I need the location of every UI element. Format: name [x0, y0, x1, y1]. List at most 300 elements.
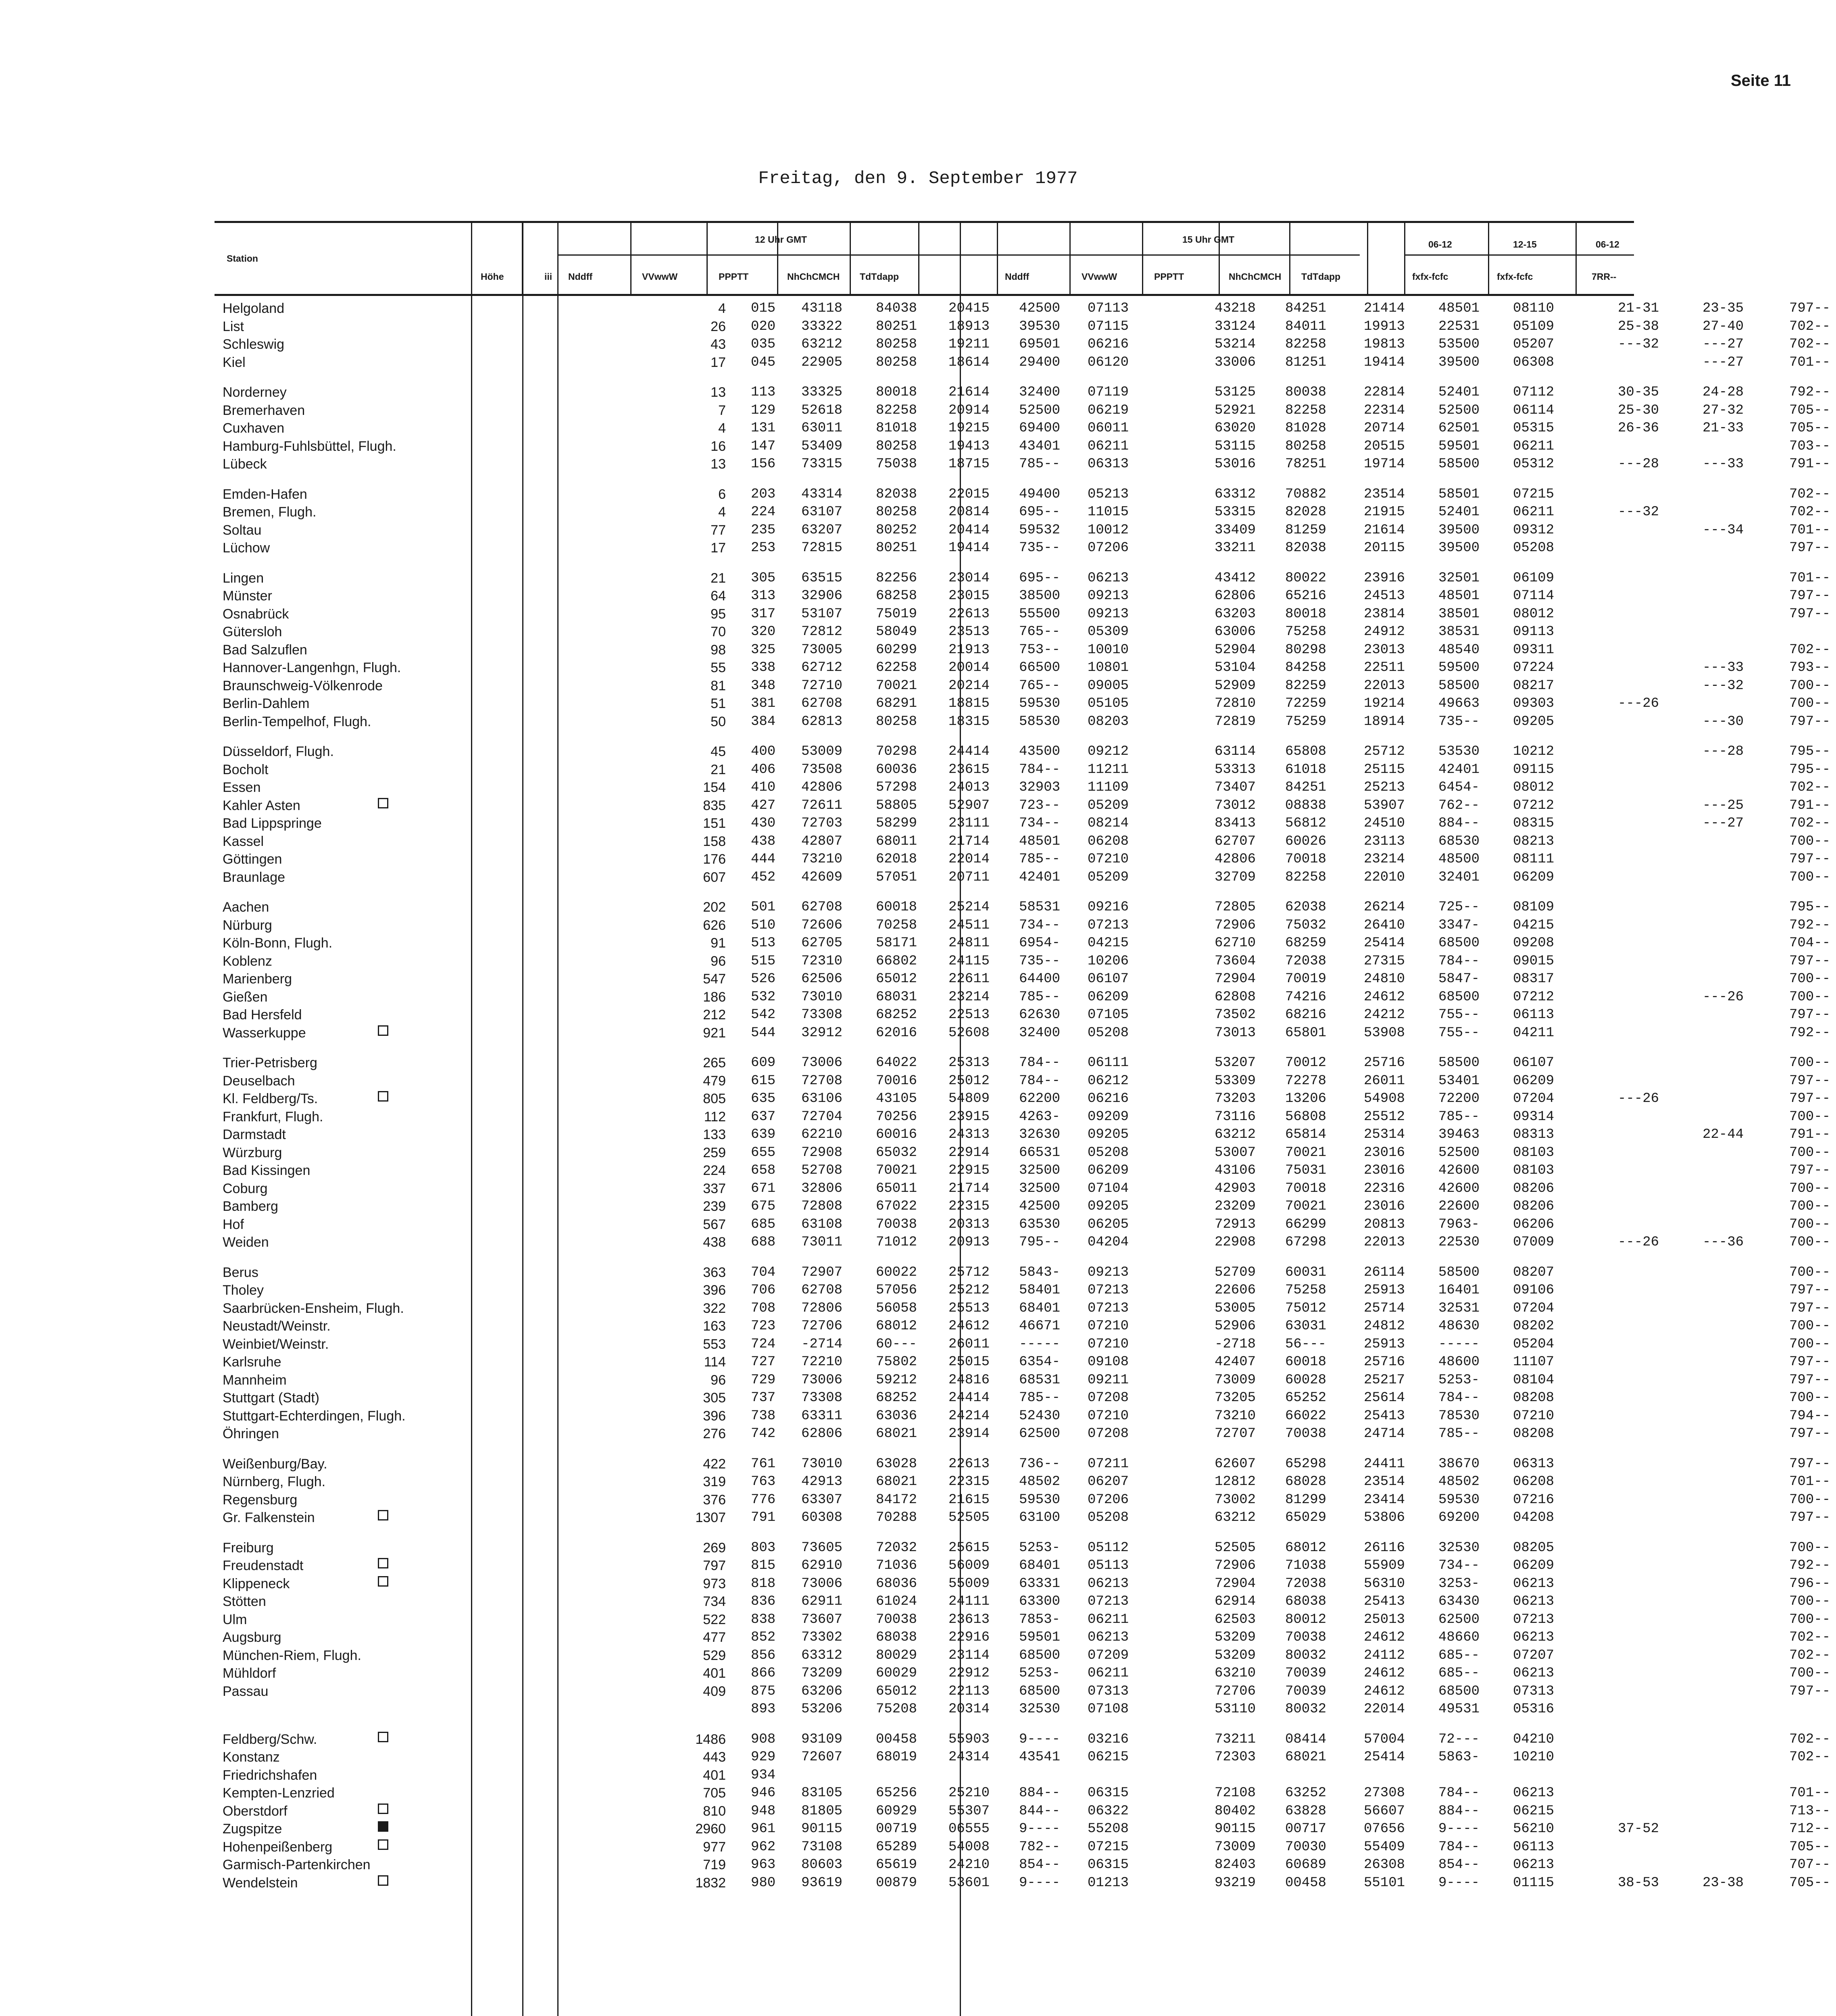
station-name: [223, 385, 674, 400]
table-row: [215, 796, 1831, 814]
station-name: [223, 588, 674, 604]
obs-15-value: 72906: [1215, 1558, 1256, 1573]
obs-12-value: 72706: [801, 1318, 843, 1334]
obs-12-value: 53409: [801, 438, 843, 454]
obs-15-value: 05208: [1513, 540, 1555, 556]
station-height: 95: [711, 606, 726, 622]
extra-value: 792--: [1789, 1025, 1831, 1041]
obs-15-value: 63312: [1215, 486, 1256, 502]
station-name-text: Lingen: [223, 570, 264, 586]
obs-15-value: 08205: [1513, 1540, 1555, 1556]
obs-15-value: 48501: [1438, 301, 1480, 316]
obs-15-value: 05316: [1513, 1702, 1555, 1717]
obs-12-value: 06209: [1088, 989, 1129, 1005]
obs-12-value: 48501: [1019, 833, 1061, 849]
obs-12-value: 43500: [1019, 744, 1061, 759]
station-iii: 513: [751, 935, 776, 951]
table-row: [215, 485, 1831, 503]
obs-12-value: 59212: [876, 1372, 917, 1388]
obs-15-value: 52709: [1215, 1264, 1256, 1280]
obs-12-value: 73605: [801, 1540, 843, 1556]
station-height: 4: [718, 301, 726, 316]
obs-15-value: 25314: [1364, 1127, 1405, 1142]
obs-15-value: 72707: [1215, 1426, 1256, 1441]
extra-value: 791--: [1789, 456, 1831, 472]
extra-value: 797--: [1789, 1091, 1831, 1106]
station-name-text: Bad Kissingen: [223, 1163, 311, 1178]
obs-12-value: 05113: [1088, 1558, 1129, 1573]
header-15-ppptt: PPPTT: [1154, 271, 1184, 282]
obs-15-value: 53908: [1364, 1025, 1405, 1041]
obs-15-value: 9----: [1438, 1875, 1480, 1891]
station-iii: 400: [751, 744, 776, 759]
obs-15-value: 53207: [1215, 1055, 1256, 1070]
extra-value: ---36: [1703, 1235, 1744, 1250]
obs-15-value: 24912: [1364, 624, 1405, 639]
obs-15-value: 48501: [1438, 588, 1480, 604]
station-height: 719: [703, 1857, 726, 1872]
station-height: 98: [711, 642, 726, 658]
obs-15-value: 22531: [1438, 319, 1480, 334]
obs-15-value: 23916: [1364, 570, 1405, 586]
obs-15-value: 53907: [1364, 798, 1405, 813]
table-row: [215, 1539, 1831, 1557]
obs-12-value: 06011: [1088, 421, 1129, 436]
obs-12-value: 64400: [1019, 971, 1061, 987]
obs-12-value: 72310: [801, 953, 843, 969]
extra-value: 38-53: [1618, 1875, 1659, 1891]
obs-12-value: 58401: [1019, 1283, 1061, 1298]
obs-15-value: 58500: [1438, 456, 1480, 472]
obs-15-value: 06206: [1513, 1216, 1555, 1232]
obs-15-value: 38501: [1438, 606, 1480, 622]
station-name: [223, 1372, 674, 1388]
obs-12-value: 22912: [948, 1666, 990, 1681]
station-iii: 637: [751, 1109, 776, 1125]
obs-15-value: 70019: [1285, 971, 1327, 987]
station-height: 163: [703, 1318, 726, 1334]
obs-15-value: 62607: [1215, 1456, 1256, 1472]
header-iii: iii: [544, 271, 552, 282]
obs-12-value: 84172: [876, 1492, 917, 1508]
obs-12-value: 53009: [801, 744, 843, 759]
station-iii: 253: [751, 540, 776, 556]
station-iii: 515: [751, 953, 776, 969]
obs-12-value: 43314: [801, 486, 843, 502]
table-row: [215, 1353, 1831, 1371]
station-name: [223, 870, 674, 885]
obs-12-value: 65289: [876, 1839, 917, 1855]
station-height: 810: [703, 1803, 726, 1819]
extra-value: 24-28: [1703, 385, 1744, 400]
obs-15-value: -2718: [1215, 1336, 1256, 1352]
obs-15-value: 71038: [1285, 1558, 1327, 1573]
obs-12-value: 70288: [876, 1510, 917, 1525]
station-iii: 113: [751, 385, 776, 400]
obs-12-value: 65011: [876, 1181, 917, 1196]
station-name: [223, 1073, 674, 1089]
obs-12-value: 08214: [1088, 816, 1129, 831]
obs-12-value: 00879: [876, 1875, 917, 1891]
obs-12-value: 20414: [948, 522, 990, 538]
extra-value: 30-35: [1618, 385, 1659, 400]
obs-12-value: 63300: [1019, 1594, 1061, 1609]
obs-15-value: 23414: [1364, 1492, 1405, 1508]
extra-value: 713--: [1789, 1803, 1831, 1819]
obs-15-value: 93219: [1215, 1875, 1256, 1891]
header-extra-3: 06-12: [1596, 239, 1619, 250]
obs-15-value: 72---: [1438, 1731, 1480, 1747]
obs-15-value: 32501: [1438, 570, 1480, 586]
obs-15-value: 53401: [1438, 1073, 1480, 1089]
obs-15-value: 60689: [1285, 1857, 1327, 1872]
obs-15-value: 24810: [1364, 971, 1405, 987]
table-row: [215, 317, 1831, 335]
obs-12-value: 70256: [876, 1109, 917, 1125]
extra-value: 23-35: [1703, 301, 1744, 316]
obs-15-value: 785--: [1438, 1109, 1480, 1125]
open-square-icon: [378, 1510, 388, 1520]
station-height: 239: [703, 1199, 726, 1214]
obs-15-value: 23016: [1364, 1199, 1405, 1214]
obs-12-value: 84038: [876, 301, 917, 316]
obs-12-value: 80603: [801, 1857, 843, 1872]
obs-15-value: 63020: [1215, 421, 1256, 436]
obs-12-value: 93619: [801, 1875, 843, 1891]
obs-15-value: 06113: [1513, 1839, 1555, 1855]
obs-15-value: 62503: [1215, 1612, 1256, 1627]
obs-12-value: 73006: [801, 1576, 843, 1591]
table-row: [215, 742, 1831, 760]
obs-15-value: 72805: [1215, 900, 1256, 915]
obs-15-value: 22010: [1364, 869, 1405, 885]
obs-15-value: 22314: [1364, 402, 1405, 418]
station-height: 96: [711, 1372, 726, 1388]
extra-value: ---25: [1703, 798, 1744, 813]
obs-15-value: 06213: [1513, 1785, 1555, 1801]
obs-15-value: 04208: [1513, 1510, 1555, 1525]
obs-12-value: 22611: [948, 971, 990, 987]
obs-12-value: 65619: [876, 1857, 917, 1872]
station-name-text: Lübeck: [223, 456, 267, 472]
obs-15-value: 53104: [1215, 660, 1256, 675]
obs-15-value: 63203: [1215, 606, 1256, 622]
obs-15-value: 65801: [1285, 1025, 1327, 1041]
obs-15-value: 06107: [1513, 1055, 1555, 1070]
obs-12-value: 68012: [876, 1318, 917, 1334]
station-iii: 156: [751, 456, 776, 472]
extra-value: 700--: [1789, 1336, 1831, 1352]
station-iii: 763: [751, 1474, 776, 1489]
station-iii: 452: [751, 869, 776, 885]
obs-12-value: 07313: [1088, 1683, 1129, 1699]
obs-15-value: 22014: [1364, 1702, 1405, 1717]
extra-value: ---28: [1618, 456, 1659, 472]
table-row: [215, 1766, 1634, 1784]
obs-12-value: 05112: [1088, 1540, 1129, 1556]
extra-value: 700--: [1789, 1540, 1831, 1556]
obs-12-value: 55903: [948, 1731, 990, 1747]
extra-value: 702--: [1789, 319, 1831, 334]
obs-12-value: 18815: [948, 696, 990, 711]
station-name: [223, 780, 674, 795]
station-height: 276: [703, 1426, 726, 1441]
station-height: 6: [718, 486, 726, 502]
obs-15-value: 73013: [1215, 1025, 1256, 1041]
station-name-text: Augsburg: [223, 1630, 281, 1645]
table-row: [215, 694, 1831, 712]
obs-12-value: 65012: [876, 971, 917, 987]
obs-12-value: 42609: [801, 869, 843, 885]
obs-15-value: 63210: [1215, 1666, 1256, 1681]
station-name-text: Wendelstein: [223, 1875, 298, 1891]
extra-value: 701--: [1789, 1474, 1831, 1489]
station-iii: 129: [751, 402, 776, 418]
obs-15-value: 9----: [1438, 1821, 1480, 1837]
obs-15-value: 09303: [1513, 696, 1555, 711]
obs-12-value: 80251: [876, 540, 917, 556]
station-iii: 742: [751, 1426, 776, 1441]
obs-15-value: 26011: [1364, 1073, 1405, 1089]
obs-15-value: 685--: [1438, 1666, 1480, 1681]
obs-12-value: 62910: [801, 1558, 843, 1573]
obs-15-value: 73210: [1215, 1408, 1256, 1424]
station-name-text: Freiburg: [223, 1540, 274, 1556]
obs-15-value: -----: [1438, 1336, 1480, 1352]
obs-12-value: 23111: [948, 816, 990, 831]
extra-value: 700--: [1789, 696, 1831, 711]
obs-15-value: 08208: [1513, 1390, 1555, 1406]
obs-12-value: 71012: [876, 1235, 917, 1250]
obs-12-value: 06212: [1088, 1073, 1129, 1089]
obs-15-value: 42600: [1438, 1181, 1480, 1196]
obs-15-value: 72259: [1285, 696, 1327, 711]
obs-15-value: 72819: [1215, 714, 1256, 729]
extra-value: 797--: [1789, 953, 1831, 969]
obs-15-value: 08317: [1513, 971, 1555, 987]
obs-15-value: 09312: [1513, 522, 1555, 538]
obs-15-value: 53309: [1215, 1073, 1256, 1089]
obs-12-value: 06207: [1088, 1474, 1129, 1489]
obs-15-value: 68500: [1438, 1683, 1480, 1699]
obs-15-value: 48660: [1438, 1630, 1480, 1645]
obs-12-value: 22613: [948, 1456, 990, 1472]
obs-15-value: 65216: [1285, 588, 1327, 604]
station-name: [223, 1408, 674, 1424]
table-row: [215, 1389, 1831, 1407]
obs-12-value: 43401: [1019, 438, 1061, 454]
obs-15-value: 09208: [1513, 935, 1555, 951]
obs-12-value: 07210: [1088, 1318, 1129, 1334]
obs-15-value: 10212: [1513, 744, 1555, 759]
station-height: 265: [703, 1055, 726, 1070]
obs-15-value: 60028: [1285, 1372, 1327, 1388]
table-row: [215, 1856, 1831, 1874]
station-name: [223, 1199, 674, 1214]
table-row: [215, 353, 1831, 371]
obs-15-value: 21915: [1364, 504, 1405, 520]
obs-15-value: 62707: [1215, 833, 1256, 849]
obs-15-value: 23113: [1364, 833, 1405, 849]
obs-15-value: 08111: [1513, 852, 1555, 867]
obs-12-value: 22905: [801, 354, 843, 370]
obs-12-value: 57051: [876, 869, 917, 885]
obs-12-value: 73006: [801, 1372, 843, 1388]
station-height: 977: [703, 1839, 726, 1855]
station-name: [223, 696, 674, 711]
table-row: [215, 401, 1831, 419]
obs-15-value: 6454-: [1438, 780, 1480, 795]
obs-12-value: 59530: [1019, 696, 1061, 711]
station-name-text: Gießen: [223, 989, 268, 1005]
extra-value: 793--: [1789, 660, 1831, 675]
obs-12-value: 63108: [801, 1216, 843, 1232]
station-name: [223, 1007, 674, 1023]
obs-15-value: 72904: [1215, 1576, 1256, 1591]
table-row: [215, 1024, 1831, 1042]
obs-12-value: 03216: [1088, 1731, 1129, 1747]
obs-12-value: 46671: [1019, 1318, 1061, 1334]
obs-15-value: 80012: [1285, 1612, 1327, 1627]
station-iii: 544: [751, 1025, 776, 1041]
obs-15-value: 07216: [1513, 1492, 1555, 1508]
obs-15-value: 39500: [1438, 540, 1480, 556]
obs-12-value: 785--: [1019, 989, 1061, 1005]
obs-12-value: 63207: [801, 522, 843, 538]
obs-15-value: 62038: [1285, 900, 1327, 915]
obs-15-value: 75258: [1285, 624, 1327, 639]
station-name: [223, 606, 674, 622]
extra-value: 701--: [1789, 1785, 1831, 1801]
extra-value: 700--: [1789, 1055, 1831, 1070]
obs-15-value: 884--: [1438, 1803, 1480, 1819]
station-height: 13: [711, 456, 726, 472]
obs-15-value: 49531: [1438, 1702, 1480, 1717]
obs-15-value: 48500: [1438, 852, 1480, 867]
table-row: [215, 641, 1831, 659]
extra-value: 700--: [1789, 1235, 1831, 1250]
obs-12-value: 06111: [1088, 1055, 1129, 1070]
obs-12-value: 80252: [876, 522, 917, 538]
station-name: [223, 523, 674, 538]
station-iii: 893: [751, 1702, 776, 1717]
obs-12-value: 24612: [948, 1318, 990, 1334]
station-name-text: Bad Lippspringe: [223, 816, 322, 831]
extra-value: ---26: [1618, 696, 1659, 711]
obs-15-value: 5253-: [1438, 1372, 1480, 1388]
station-iii: 381: [751, 696, 776, 711]
obs-15-value: 72706: [1215, 1683, 1256, 1699]
station-name-text: Stuttgart (Stadt): [223, 1390, 319, 1406]
station-name-text: Karlsruhe: [223, 1354, 281, 1370]
obs-15-value: 07114: [1513, 588, 1555, 604]
obs-12-value: 25513: [948, 1300, 990, 1316]
station-name: [223, 954, 674, 969]
station-name-text: Münster: [223, 588, 272, 604]
table-row: [215, 1089, 1831, 1108]
table-row: [215, 1682, 1831, 1700]
obs-15-value: 06213: [1513, 1576, 1555, 1591]
obs-12-value: 5253-: [1019, 1540, 1061, 1556]
obs-12-value: 60308: [801, 1510, 843, 1525]
obs-15-value: 06109: [1513, 570, 1555, 586]
obs-12-value: 695--: [1019, 504, 1061, 520]
station-name-text: Braunlage: [223, 869, 286, 885]
station-height: 81: [711, 678, 726, 694]
station-iii: 501: [751, 900, 776, 915]
obs-12-value: 52618: [801, 402, 843, 418]
obs-12-value: 09005: [1088, 678, 1129, 694]
obs-15-value: 73203: [1215, 1091, 1256, 1106]
station-name: [223, 1839, 674, 1855]
extra-value: 705--: [1789, 1875, 1831, 1891]
station-iii: 655: [751, 1145, 776, 1160]
obs-12-value: 06213: [1088, 570, 1129, 586]
obs-15-value: 25614: [1364, 1390, 1405, 1406]
station-name-text: Bocholt: [223, 762, 269, 777]
obs-12-value: 24313: [948, 1127, 990, 1142]
table-row: [215, 1197, 1831, 1215]
obs-12-value: 24816: [948, 1372, 990, 1388]
station-name: [223, 301, 674, 316]
obs-15-value: 66022: [1285, 1408, 1327, 1424]
obs-15-value: 08206: [1513, 1181, 1555, 1196]
obs-12-value: 57056: [876, 1283, 917, 1298]
station-name-text: Tholey: [223, 1283, 264, 1298]
table-row: [215, 1610, 1831, 1629]
obs-12-value: 753--: [1019, 642, 1061, 658]
station-name-text: Bad Salzuflen: [223, 642, 307, 658]
header-extra-sub-2: fxfx-fcfc: [1497, 271, 1533, 282]
station-name: [223, 1768, 674, 1783]
header-15-uhr: 15 Uhr GMT: [1182, 234, 1235, 245]
table-row: [215, 1407, 1831, 1425]
table-row: [215, 521, 1831, 539]
obs-12-value: 18913: [948, 319, 990, 334]
extra-value: ---32: [1618, 504, 1659, 520]
obs-12-value: 23615: [948, 762, 990, 777]
station-name: [223, 624, 674, 639]
obs-12-value: 723--: [1019, 798, 1061, 813]
obs-12-value: 22015: [948, 486, 990, 502]
obs-15-value: 72906: [1215, 917, 1256, 933]
obs-12-value: 73308: [801, 1007, 843, 1023]
obs-15-value: 24812: [1364, 1318, 1405, 1334]
station-height: 319: [703, 1474, 726, 1489]
obs-12-value: 83105: [801, 1785, 843, 1801]
station-height: 626: [703, 917, 726, 933]
obs-15-value: 72200: [1438, 1091, 1480, 1106]
station-iii: 761: [751, 1456, 776, 1472]
station-name: [223, 487, 674, 502]
station-height: 186: [703, 989, 726, 1005]
obs-15-value: 48600: [1438, 1354, 1480, 1370]
obs-15-value: 25413: [1364, 1408, 1405, 1424]
obs-12-value: 68038: [876, 1630, 917, 1645]
obs-15-value: 24411: [1364, 1456, 1405, 1472]
extra-value: 797--: [1789, 588, 1831, 604]
obs-15-value: 53209: [1215, 1647, 1256, 1663]
station-height: 50: [711, 714, 726, 729]
obs-15-value: 27315: [1364, 953, 1405, 969]
obs-12-value: 70038: [876, 1612, 917, 1627]
station-iii: 313: [751, 588, 776, 604]
station-name-text: Weißenburg/Bay.: [223, 1456, 327, 1472]
obs-12-value: 09211: [1088, 1372, 1129, 1388]
table-row: [215, 1802, 1831, 1820]
station-name: [223, 504, 674, 520]
obs-15-value: 84251: [1285, 780, 1327, 795]
